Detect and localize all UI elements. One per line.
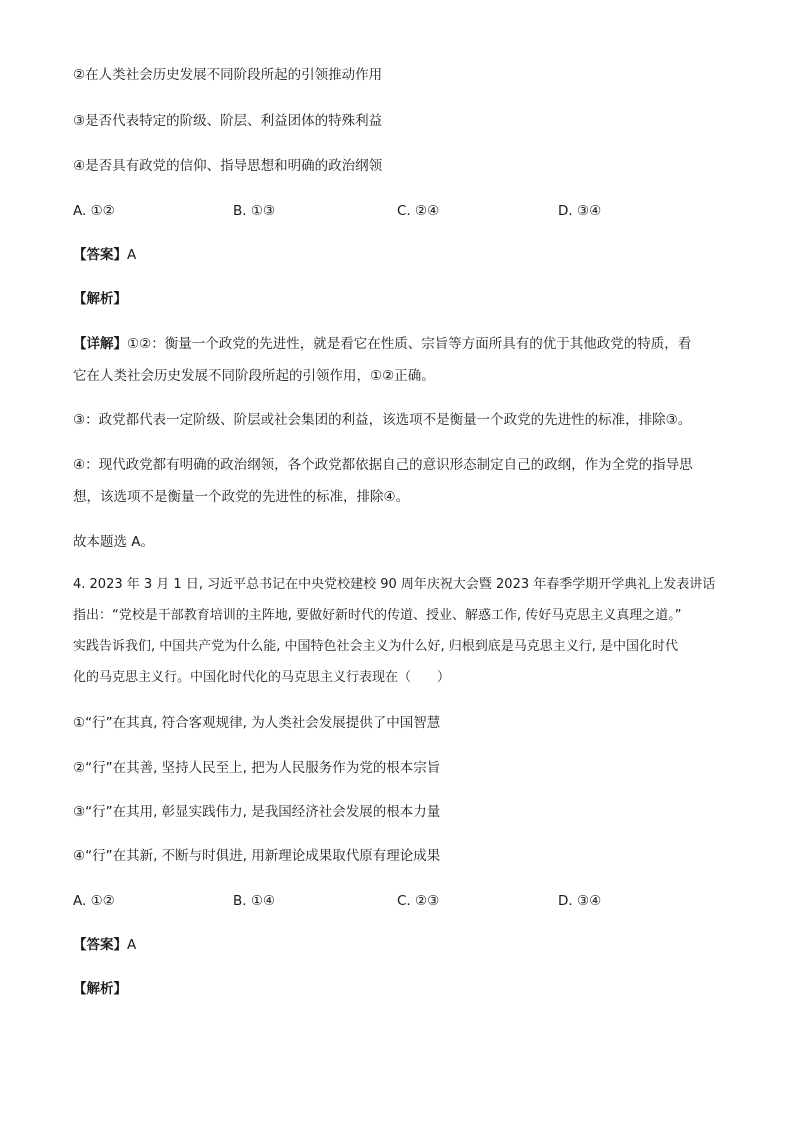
q4-answer-line bbox=[73, 936, 136, 954]
q4-answer-tag: 【答案】 bbox=[73, 937, 127, 953]
q4-option-a: A. ①② bbox=[73, 893, 115, 909]
option-b: B. ①③ bbox=[233, 203, 276, 219]
q4-analysis-tag: 【解析】 bbox=[73, 981, 127, 997]
answer-line bbox=[73, 246, 136, 264]
statement-3: ③是否代表特定的阶级、阶层、利益团体的特殊利益 bbox=[73, 113, 383, 129]
q4-stem-line-1: 4. 2023 年 3 月 1 日, 习近平总书记在中央党校建校 90 周年庆祝大会暨 2023 年春季学期开学典礼上发表讲话 bbox=[73, 577, 716, 592]
option-a: A. ①② bbox=[73, 203, 115, 219]
detail-text-1: ①②：衡量一个政党的先进性，就是看它在性质、宗旨等方面所具有的优于其他政党的特质，看 bbox=[127, 336, 692, 352]
q4-option-d: D. ③④ bbox=[558, 893, 602, 909]
conclusion: 故本题选 A。 bbox=[73, 534, 155, 550]
detail-line-4: ④：现代政党都有明确的政治纲领，各个政党都依据自己的意识形态制定自己的政纲，作为全党的指导思 bbox=[73, 457, 693, 473]
analysis-tag: 【解析】 bbox=[73, 291, 127, 307]
statement-4: ④是否具有政党的信仰、指导思想和明确的政治纲领 bbox=[73, 158, 383, 174]
q4-answer-value: A bbox=[127, 937, 137, 953]
detail-line-1 bbox=[73, 335, 691, 353]
q4-option-c: C. ②③ bbox=[397, 893, 440, 909]
option-d: D. ③④ bbox=[558, 203, 602, 219]
q4-stem-line-4: 化的马克思主义行。中国化时代化的马克思主义行表现在（ ） bbox=[73, 670, 451, 685]
detail-tag: 【详解】 bbox=[73, 336, 127, 352]
q4-option-b: B. ①④ bbox=[233, 893, 276, 909]
q4-statement-2: ②“行”在其善, 坚持人民至上, 把为人民服务作为党的根本宗旨 bbox=[73, 760, 441, 776]
option-c: C. ②④ bbox=[397, 203, 440, 219]
q4-statement-1: ①“行”在其真, 符合客观规律, 为人类社会发展提供了中国智慧 bbox=[73, 715, 441, 731]
detail-line-3: ③：政党都代表一定阶级、阶层或社会集团的利益，该选项不是衡量一个政党的先进性的标准，排除③。 bbox=[73, 412, 692, 428]
detail-line-5: 想，该选项不是衡量一个政党的先进性的标准，排除④。 bbox=[73, 489, 410, 505]
statement-2: ②在人类社会历史发展不同阶段所起的引领推动作用 bbox=[73, 67, 383, 83]
q4-statement-3: ③“行”在其用, 彰显实践伟力, 是我国经济社会发展的根本力量 bbox=[73, 804, 441, 820]
q4-statement-4: ④“行”在其新, 不断与时俱进, 用新理论成果取代原有理论成果 bbox=[73, 848, 441, 864]
answer-value: A bbox=[127, 247, 137, 263]
q4-stem-line-2: 指出：“党校是干部教育培训的主阵地, 要做好新时代的传道、授业、解惑工作, 传好马克思主义真理之道。” bbox=[73, 608, 682, 623]
detail-line-2: 它在人类社会历史发展不同阶段所起的引领作用，①②正确。 bbox=[73, 368, 435, 384]
q4-stem-line-3: 实践告诉我们, 中国共产党为什么能, 中国特色社会主义为什么好, 归根到底是马克思主义行, 是中国化时代 bbox=[73, 639, 679, 654]
answer-tag: 【答案】 bbox=[73, 247, 127, 263]
